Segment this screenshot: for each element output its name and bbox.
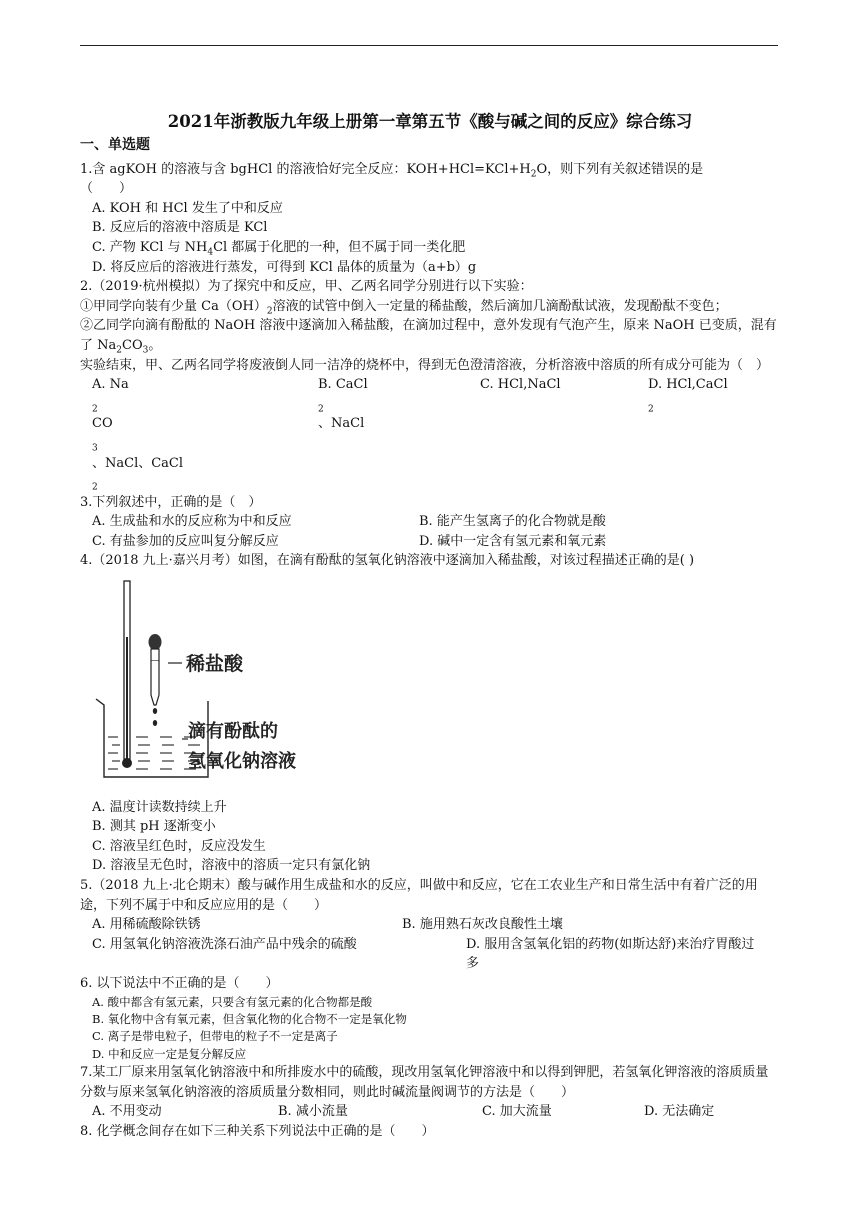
q6-option-b[interactable]: B. 氧化物中含有氧元素，但含氧化物的化合物不一定是氧化物	[92, 1012, 407, 1026]
q3-option-a[interactable]: A. 生成盐和水的反应称为中和反应	[92, 514, 292, 530]
question-7: 7.某工厂原来用氢氧化钠溶液中和所排废水中的硫酸，现改用氢氧化钾溶液中和以得到钾肥，若氢氧化钾溶液的溶质质量分数与原来氢氧化钠溶液的溶质质量分数相同，则此时碱流量阀调节的方法是（ ）	[80, 1065, 769, 1100]
q5-option-d[interactable]: D. 服用含氢氧化铝的药物(如斯达舒)来治疗胃酸过多	[466, 936, 755, 972]
q3-option-b[interactable]: B. 能产生氢离子的化合物就是酸	[419, 514, 606, 530]
q1-option-d[interactable]: D. 将反应后的溶液进行蒸发，可得到 KCl 晶体的质量为（a+b）g	[92, 259, 477, 275]
question-2-para2: ②乙同学向滴有酚酞的 NaOH 溶液中逐滴加入稀盐酸，在滴加过程中，意外发现有气泡产生，原来 NaOH 已变质，混有了 $Na_2CO_3$。	[80, 318, 777, 356]
q6-option-a[interactable]: A. 酸中都含有氢元素，只要含有氢元素的化合物都是酸	[92, 994, 373, 1009]
q6-option-d[interactable]: D. 中和反应一定是复分解反应	[92, 1046, 247, 1061]
question-4: 4.（2018 九上·嘉兴月考）如图，在滴有酚酞的氢氧化钠溶液中逐滴加入稀盐酸，对该过程描述正确的是( )	[80, 553, 695, 569]
label-solution-2: 氢氧化钠溶液	[188, 751, 296, 773]
beaker-thermometer-figure	[90, 577, 330, 787]
question-8: 8. 化学概念间存在如下三种关系下列说法中正确的是（ ）	[80, 1124, 435, 1139]
q2-option-d[interactable]: D. HCl,CaCl $_2$	[648, 377, 728, 415]
label-solution-1: 滴有酚酞的	[188, 721, 278, 743]
question-6: 6. 以下说法中不正确的是（ ）	[80, 976, 279, 991]
q1-option-a[interactable]: A. KOH 和 HCl 发生了中和反应	[92, 200, 283, 216]
section-heading: 一、单选题	[80, 137, 150, 153]
q7-option-b[interactable]: B. 减小流量	[278, 1104, 348, 1120]
document-body	[80, 110, 780, 1142]
question-2-para3: 实验结束，甲、乙两名同学将废液倒人同一洁净的烧杯中，得到无色澄清溶液，分析溶液中溶质的所有成分可能为（ ）	[80, 357, 770, 373]
q2-option-b[interactable]: B. CaCl $_2$ 、NaCl	[318, 377, 368, 432]
q7-option-a[interactable]: A. 不用变动	[92, 1104, 162, 1120]
q3-option-c[interactable]: C. 有盐参加的反应叫复分解反应	[92, 533, 279, 549]
q7-options	[80, 1102, 780, 1122]
document-title: 2021年浙教版九年级上册第一章第五节《酸与碱之间的反应》综合练习	[167, 112, 693, 131]
q3-option-d[interactable]: D. 碱中一定含有氢元素和氧元素	[419, 533, 607, 549]
q5-options-row1	[80, 915, 780, 935]
q1-option-c[interactable]: C. 产物 KCl 与 $NH_4Cl$ 都属于化肥的一种，但不属于同一类化肥	[92, 239, 466, 258]
q1-option-b[interactable]: B. 反应后的溶液中溶质是 KCl	[92, 220, 268, 236]
header-rule	[80, 45, 778, 46]
question-2-para1: ①甲同学向装有少量 $Ca(OH)_2$溶液的试管中倒入一定量的稀盐酸，然后滴加几滴酚酞试液，发现酚酞不变色；	[80, 298, 728, 317]
q5-option-a[interactable]: A. 用稀硫酸除铁锈	[92, 917, 201, 933]
q7-option-c[interactable]: C. 加大流量	[482, 1104, 552, 1120]
q3-options-row2	[80, 532, 780, 552]
question-2-stem: 2.（2019·杭州模拟）为了探究中和反应，甲、乙两名同学分别进行以下实验：	[80, 279, 533, 295]
q4-option-b[interactable]: B. 测其 pH 逐渐变小	[92, 819, 216, 835]
question-3: 3.下列叙述中，正确的是（ ）	[80, 494, 262, 510]
q3-options-row1	[80, 512, 780, 532]
q2-option-c[interactable]: C. HCl,NaCl	[480, 377, 561, 393]
q5-option-b[interactable]: B. 施用熟石灰改良酸性土壤	[402, 917, 563, 933]
q4-option-d[interactable]: D. 溶液呈无色时，溶液中的溶质一定只有氯化钠	[92, 858, 371, 874]
q4-option-c[interactable]: C. 溶液呈红色时，反应没发生	[92, 838, 266, 854]
label-dilute-hcl: 稀盐酸	[186, 653, 244, 676]
q2-option-a[interactable]: A. Na $_2$ CO $_3$ 、NaCl、CaCl $_2$	[92, 377, 184, 493]
q7-option-d[interactable]: D. 无法确定	[644, 1104, 715, 1120]
q5-options-row2	[80, 935, 780, 974]
q5-option-c[interactable]: C. 用氢氧化钠溶液洗涤石油产品中残余的硫酸	[92, 936, 357, 952]
q6-option-c[interactable]: C. 离子是带电粒子，但带电的粒子不一定是离子	[92, 1029, 338, 1044]
dropper-icon	[149, 634, 162, 726]
question-1: 1.含 agKOH 的溶液与含 bgHCl 的溶液恰好完全反应：$KOH+HCl=KCl+H_2O$，则下列有关叙述错误的是 （ ）	[80, 161, 704, 197]
q2-options	[80, 375, 780, 493]
q4-option-a[interactable]: A. 温度计读数持续上升	[92, 799, 227, 815]
question-5: 5.（2018 九上·北仑期末）酸与碱作用生成盐和水的反应，叫做中和反应，它在工农业生产和日常生活中有着广泛的用途，下列不属于中和反应应用的是（ ）	[80, 878, 758, 913]
